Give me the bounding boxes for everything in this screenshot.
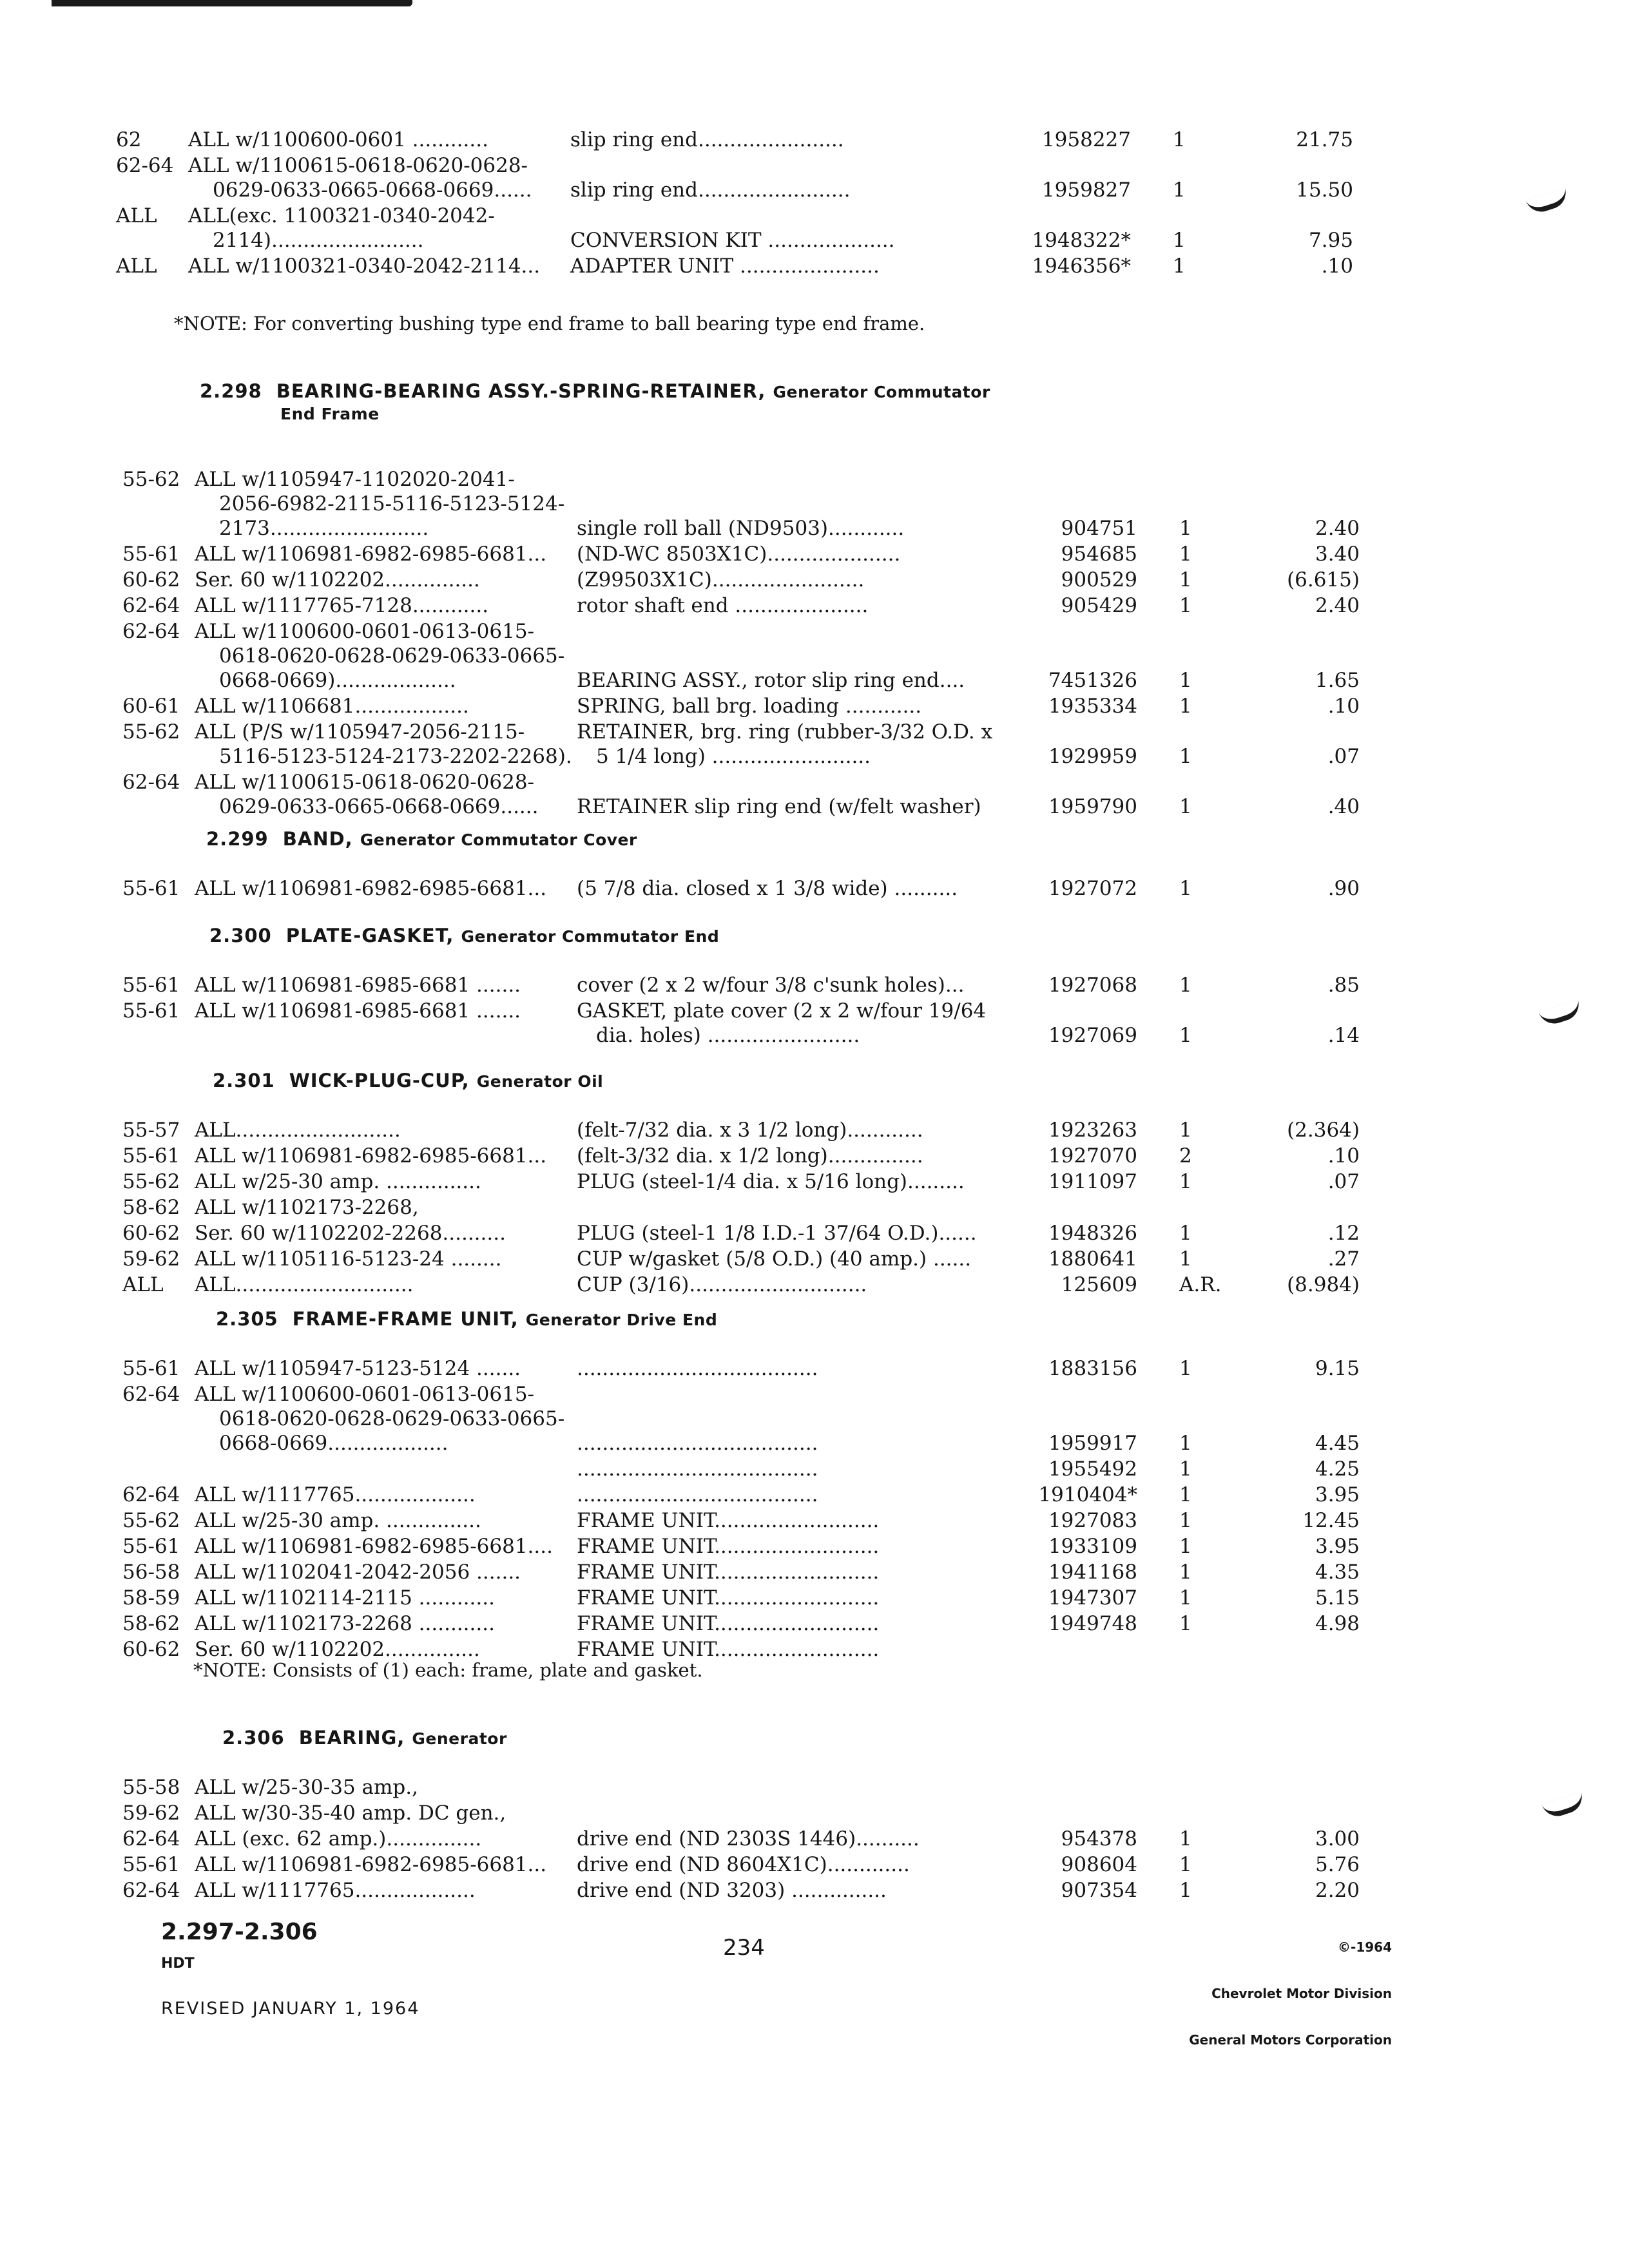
description: PLUG (steel-1/4 dia. x 5/16 long)......... — [577, 1170, 965, 1193]
part-number: 954685 — [1061, 543, 1137, 566]
part-number: 7451326 — [1048, 669, 1137, 692]
model-year: 55-62 — [122, 1170, 180, 1193]
section-heading — [209, 925, 719, 947]
model-year: 55-58 — [122, 1776, 180, 1799]
note-frame-unit: *NOTE: Consists of (1) each: frame, plate and gasket. — [193, 1659, 703, 1681]
division-name: Chevrolet Motor Division — [1211, 1986, 1392, 2001]
application: ALL w/1117765................... — [195, 1879, 476, 1902]
application: ALL w/1105947-1102020-2041- — [195, 468, 515, 491]
unit-price: .07 — [1327, 1170, 1360, 1193]
section-title: BEARING, — [298, 1727, 412, 1749]
quantity: 1 — [1173, 255, 1186, 278]
description: FRAME UNIT.......................... — [577, 1638, 880, 1661]
model-year: 55-57 — [122, 1119, 180, 1142]
application: ALL w/1102041-2042-2056 ....... — [195, 1561, 521, 1584]
description: drive end (ND 3203) ............... — [577, 1879, 887, 1902]
quantity: 1 — [1179, 745, 1192, 768]
unit-price: (2.364) — [1287, 1119, 1360, 1142]
part-number: 1959790 — [1048, 795, 1137, 818]
application: ALL w/25-30 amp. ............... — [195, 1170, 481, 1193]
application: Ser. 60 w/1102202-2268.......... — [195, 1222, 506, 1245]
quantity: 1 — [1173, 178, 1186, 202]
model-year: 62-64 — [122, 1879, 180, 1902]
unit-price: 4.45 — [1315, 1432, 1360, 1455]
quantity: 1 — [1179, 1222, 1192, 1245]
model-year: 55-61 — [122, 877, 180, 900]
part-number: 1933109 — [1048, 1535, 1137, 1558]
model-year: 55-61 — [122, 1144, 180, 1168]
part-number: 1959917 — [1048, 1432, 1137, 1455]
section-heading — [206, 828, 637, 850]
unit-price: (6.615) — [1287, 568, 1360, 591]
part-number: 1948322* — [1032, 229, 1131, 252]
description: 5 1/4 long) ......................... — [596, 745, 871, 768]
part-number: 1927083 — [1048, 1509, 1137, 1532]
unit-price: 12.45 — [1302, 1509, 1360, 1532]
application: ALL w/1106981-6985-6681 ....... — [195, 999, 521, 1023]
model-year: 55-61 — [122, 1357, 180, 1380]
model-year: 62-64 — [122, 771, 180, 794]
application: 2173......................... — [219, 517, 429, 540]
part-number: 1910404* — [1038, 1483, 1137, 1506]
model-year: 55-61 — [122, 974, 180, 997]
quantity: 1 — [1179, 1612, 1192, 1635]
quantity: 1 — [1179, 1119, 1192, 1142]
copyright-block — [1095, 1908, 1392, 2063]
description: ...................................... — [577, 1457, 818, 1481]
description: cover (2 x 2 w/four 3/8 c'sunk holes)... — [577, 974, 965, 997]
section-subtitle: Generator Oil — [476, 1072, 604, 1091]
description: ADAPTER UNIT ...................... — [570, 255, 880, 278]
application: ALL w/25-30-35 amp., — [195, 1776, 418, 1799]
description: drive end (ND 2303S 1446).......... — [577, 1827, 920, 1850]
part-number: 1883156 — [1048, 1357, 1137, 1380]
top-rule — [52, 0, 412, 6]
model-year: 60-62 — [122, 1638, 180, 1661]
model-year: 55-62 — [122, 720, 180, 744]
model-year: ALL — [122, 1273, 164, 1296]
note-conversion: *NOTE: For converting bushing type end frame to ball bearing type end frame. — [174, 312, 925, 334]
corporation-name: General Motors Corporation — [1189, 2032, 1392, 2048]
description: CONVERSION KIT .................... — [570, 229, 895, 252]
unit-price: 5.76 — [1315, 1853, 1360, 1876]
unit-price: 15.50 — [1296, 178, 1353, 202]
model-year: 55-61 — [122, 1535, 180, 1558]
unit-price: 7.95 — [1308, 229, 1353, 252]
description: ...................................... — [577, 1483, 818, 1506]
quantity: 1 — [1179, 795, 1192, 818]
application: 5116-5123-5124-2173-2202-2268). — [219, 745, 572, 768]
quantity: 1 — [1179, 1457, 1192, 1481]
unit-price: 3.00 — [1315, 1827, 1360, 1850]
application: ALL.......................... — [195, 1119, 401, 1142]
application: ALL w/25-30 amp. ............... — [195, 1509, 481, 1532]
part-number: 904751 — [1061, 517, 1137, 540]
application: ALL (exc. 62 amp.)............... — [195, 1827, 482, 1850]
application: ALL w/1106981-6982-6985-6681... — [195, 1853, 547, 1876]
description: CUP w/gasket (5/8 O.D.) (40 amp.) ...... — [577, 1247, 972, 1271]
application: ALL w/1105947-5123-5124 ....... — [195, 1357, 521, 1380]
application: ALL (P/S w/1105947-2056-2115- — [195, 720, 525, 744]
application: ALL w/1102173-2268 ............ — [195, 1612, 495, 1635]
unit-price: 2.20 — [1315, 1879, 1360, 1902]
part-number: 1927072 — [1048, 877, 1137, 900]
section-title: WICK-PLUG-CUP, — [289, 1070, 477, 1091]
part-number: 1946356* — [1032, 255, 1131, 278]
unit-price: .90 — [1327, 877, 1360, 900]
quantity: 1 — [1179, 974, 1192, 997]
model-year: ALL — [116, 255, 157, 278]
copyright: ©-1964 — [1338, 1939, 1392, 1955]
section-number: 2.305 — [216, 1308, 278, 1330]
description: FRAME UNIT.......................... — [577, 1561, 880, 1584]
model-year: 62-64 — [122, 1483, 180, 1506]
description: rotor shaft end ..................... — [577, 594, 869, 617]
model-year: 55-61 — [122, 1853, 180, 1876]
application: ALL w/1117765................... — [195, 1483, 476, 1506]
quantity: 1 — [1173, 128, 1186, 151]
part-number: 1947307 — [1048, 1586, 1137, 1610]
unit-price: .10 — [1321, 255, 1353, 278]
quantity: 1 — [1179, 1853, 1192, 1876]
model-year: ALL — [116, 204, 157, 227]
description: RETAINER, brg. ring (rubber-3/32 O.D. x — [577, 720, 993, 744]
description: (Z99503X1C)........................ — [577, 568, 865, 591]
application: ALL w/1106981-6982-6985-6681... — [195, 1144, 547, 1168]
page-number: 234 — [723, 1935, 765, 1961]
part-number: 954378 — [1061, 1827, 1137, 1850]
model-year: 62 — [116, 128, 142, 151]
description: PLUG (steel-1 1/8 I.D.-1 37/64 O.D.)...... — [577, 1222, 977, 1245]
quantity: 1 — [1179, 568, 1192, 591]
quantity: 1 — [1179, 1483, 1192, 1506]
section-subtitle: Generator Drive End — [525, 1311, 718, 1329]
section-heading — [213, 1070, 603, 1091]
unit-price: 21.75 — [1296, 128, 1353, 151]
part-number: 1941168 — [1048, 1561, 1137, 1584]
model-year: 62-64 — [116, 154, 174, 177]
quantity: 1 — [1179, 1561, 1192, 1584]
unit-price: .85 — [1327, 974, 1360, 997]
application: 0629-0633-0665-0668-0669...... — [219, 795, 539, 818]
model-year: 55-61 — [122, 999, 180, 1023]
description: ...................................... — [577, 1432, 818, 1455]
part-number: 1927070 — [1048, 1144, 1137, 1168]
quantity: 1 — [1179, 1357, 1192, 1380]
application: ALL w/1106981-6982-6985-6681... — [195, 877, 547, 900]
quantity: 1 — [1179, 695, 1192, 718]
quantity: 2 — [1179, 1144, 1192, 1168]
description: SPRING, ball brg. loading ............ — [577, 695, 922, 718]
application: 0618-0620-0628-0629-0633-0665- — [219, 1407, 565, 1430]
part-number: 1935334 — [1048, 695, 1137, 718]
unit-price: .12 — [1327, 1222, 1360, 1245]
quantity: A.R. — [1179, 1273, 1222, 1296]
application: ALL w/1106981-6985-6681 ....... — [195, 974, 521, 997]
model-year: 55-61 — [122, 543, 180, 566]
unit-price: 1.65 — [1315, 669, 1360, 692]
application: 0618-0620-0628-0629-0633-0665- — [219, 644, 565, 668]
application: 0629-0633-0665-0668-0669...... — [213, 178, 532, 202]
application: ALL w/1106981-6982-6985-6681.... — [195, 1535, 553, 1558]
description: single roll ball (ND9503)............ — [577, 517, 905, 540]
part-number: 900529 — [1061, 568, 1137, 591]
application: ALL w/1102114-2115 ............ — [195, 1586, 495, 1610]
part-number: 1959827 — [1041, 178, 1131, 202]
unit-price: 3.95 — [1315, 1535, 1360, 1558]
model-year: 59-62 — [122, 1247, 180, 1271]
section-heading — [216, 1308, 717, 1330]
section-heading — [222, 1727, 507, 1749]
description: CUP (3/16)............................ — [577, 1273, 867, 1296]
model-year: 56-58 — [122, 1561, 180, 1584]
application: ALL w/1102173-2268, — [195, 1196, 419, 1219]
section-number: 2.298 — [200, 380, 262, 402]
part-number: 1927069 — [1048, 1024, 1137, 1047]
model-year: 62-64 — [122, 1383, 180, 1406]
quantity: 1 — [1179, 543, 1192, 566]
section-number: 2.301 — [213, 1070, 275, 1091]
model-year: 62-64 — [122, 1827, 180, 1850]
application: ALL w/1105116-5123-24 ........ — [195, 1247, 502, 1271]
description: GASKET, plate cover (2 x 2 w/four 19/64 — [577, 999, 987, 1023]
application: ALL w/1100600-0601-0613-0615- — [195, 1383, 535, 1406]
description: slip ring end....................... — [570, 128, 844, 151]
description: FRAME UNIT.......................... — [577, 1535, 880, 1558]
model-year: 60-62 — [122, 1222, 180, 1245]
unit-price: 4.35 — [1315, 1561, 1360, 1584]
model-year: 60-61 — [122, 695, 180, 718]
section-number: 2.299 — [206, 828, 269, 850]
scan-mark — [1542, 1792, 1586, 1821]
section-subtitle: Generator Commutator — [773, 383, 990, 401]
model-year: 62-64 — [122, 620, 180, 643]
part-number: 1923263 — [1048, 1119, 1137, 1142]
unit-price: 2.40 — [1315, 517, 1360, 540]
scan-mark — [1539, 999, 1583, 1028]
unit-price: (8.984) — [1287, 1273, 1360, 1296]
application: ALL w/1100321-0340-2042-2114... — [188, 255, 541, 278]
application: ALL w/30-35-40 amp. DC gen., — [195, 1802, 506, 1825]
application: ALL w/1106681.................. — [195, 695, 469, 718]
quantity: 1 — [1179, 1432, 1192, 1455]
catalog-code: HDT — [161, 1956, 195, 1972]
description: ...................................... — [577, 1357, 818, 1380]
description: slip ring end........................ — [570, 178, 851, 202]
model-year: 62-64 — [122, 594, 180, 617]
section-number: 2.300 — [209, 925, 272, 947]
quantity: 1 — [1173, 229, 1186, 252]
model-year: 58-62 — [122, 1196, 180, 1219]
section-subtitle-cont: End Frame — [280, 405, 380, 423]
description: (ND-WC 8503X1C)..................... — [577, 543, 901, 566]
scan-mark — [1526, 187, 1570, 216]
part-number: 1929959 — [1048, 745, 1137, 768]
description: RETAINER slip ring end (w/felt washer) — [577, 795, 981, 818]
application: 2056-6982-2115-5116-5123-5124- — [219, 492, 565, 515]
section-heading — [200, 380, 990, 424]
quantity: 1 — [1179, 1586, 1192, 1610]
section-subtitle: Generator — [412, 1729, 507, 1748]
part-number: 905429 — [1061, 594, 1137, 617]
application: ALL w/1100600-0601 ............ — [188, 128, 488, 151]
application: ALL w/1100600-0601-0613-0615- — [195, 620, 535, 643]
description: FRAME UNIT.......................... — [577, 1509, 880, 1532]
application: ALL w/1100615-0618-0620-0628- — [195, 771, 535, 794]
application: 0668-0669................... — [219, 1432, 448, 1455]
quantity: 1 — [1179, 1535, 1192, 1558]
model-year: 55-62 — [122, 468, 180, 491]
section-range: 2.297-2.306 — [161, 1919, 318, 1945]
part-number: 1948326 — [1048, 1222, 1137, 1245]
section-title: BAND, — [282, 828, 360, 850]
model-year: 55-62 — [122, 1509, 180, 1532]
quantity: 1 — [1179, 1827, 1192, 1850]
description: FRAME UNIT.......................... — [577, 1612, 880, 1635]
quantity: 1 — [1179, 1247, 1192, 1271]
description: BEARING ASSY., rotor slip ring end.... — [577, 669, 965, 692]
quantity: 1 — [1179, 1170, 1192, 1193]
model-year: 59-62 — [122, 1802, 180, 1825]
unit-price: 2.40 — [1315, 594, 1360, 617]
unit-price: 3.40 — [1315, 543, 1360, 566]
unit-price: .10 — [1327, 695, 1360, 718]
section-title: FRAME-FRAME UNIT, — [292, 1308, 526, 1330]
description: FRAME UNIT.......................... — [577, 1586, 880, 1610]
unit-price: 9.15 — [1315, 1357, 1360, 1380]
unit-price: 4.25 — [1315, 1457, 1360, 1481]
description: dia. holes) ........................ — [596, 1024, 860, 1047]
description: (5 7/8 dia. closed x 1 3/8 wide) .......... — [577, 877, 958, 900]
description: (felt-3/32 dia. x 1/2 long)............... — [577, 1144, 923, 1168]
section-title: BEARING-BEARING ASSY.-SPRING-RETAINER, — [276, 380, 773, 402]
part-number: 907354 — [1061, 1879, 1137, 1902]
unit-price: 3.95 — [1315, 1483, 1360, 1506]
model-year: 58-59 — [122, 1586, 180, 1610]
application: ALL............................ — [195, 1273, 414, 1296]
quantity: 1 — [1179, 594, 1192, 617]
unit-price: 5.15 — [1315, 1586, 1360, 1610]
quantity: 1 — [1179, 669, 1192, 692]
application: Ser. 60 w/1102202............... — [195, 568, 480, 591]
part-number: 1880641 — [1048, 1247, 1137, 1271]
application: Ser. 60 w/1102202............... — [195, 1638, 480, 1661]
section-number: 2.306 — [222, 1727, 285, 1749]
section-subtitle: Generator Commutator End — [461, 927, 720, 946]
quantity: 1 — [1179, 877, 1192, 900]
part-number: 908604 — [1061, 1853, 1137, 1876]
application: ALL w/1100615-0618-0620-0628- — [188, 154, 528, 177]
quantity: 1 — [1179, 1879, 1192, 1902]
revision-date: REVISED JANUARY 1, 1964 — [161, 1999, 420, 2019]
application: ALL(exc. 1100321-0340-2042- — [188, 204, 495, 227]
part-number: 1911097 — [1048, 1170, 1137, 1193]
part-number: 125609 — [1061, 1273, 1137, 1296]
application: ALL w/1117765-7128............ — [195, 594, 489, 617]
application: 0668-0669)................... — [219, 669, 456, 692]
part-number: 1958227 — [1041, 128, 1131, 151]
quantity: 1 — [1179, 517, 1192, 540]
application: ALL w/1106981-6982-6985-6681... — [195, 543, 547, 566]
model-year: 58-62 — [122, 1612, 180, 1635]
application: 2114)........................ — [213, 229, 424, 252]
section-subtitle: Generator Commutator Cover — [360, 831, 637, 849]
unit-price: 4.98 — [1315, 1612, 1360, 1635]
part-number: 1949748 — [1048, 1612, 1137, 1635]
unit-price: .07 — [1327, 745, 1360, 768]
unit-price: .27 — [1327, 1247, 1360, 1271]
unit-price: .10 — [1327, 1144, 1360, 1168]
description: (felt-7/32 dia. x 3 1/2 long)............ — [577, 1119, 923, 1142]
quantity: 1 — [1179, 1024, 1192, 1047]
description: drive end (ND 8604X1C)............. — [577, 1853, 910, 1876]
unit-price: .14 — [1327, 1024, 1360, 1047]
model-year: 60-62 — [122, 568, 180, 591]
quantity: 1 — [1179, 1509, 1192, 1532]
part-number: 1927068 — [1048, 974, 1137, 997]
section-title: PLATE-GASKET, — [285, 925, 461, 947]
part-number: 1955492 — [1048, 1457, 1137, 1481]
unit-price: .40 — [1327, 795, 1360, 818]
